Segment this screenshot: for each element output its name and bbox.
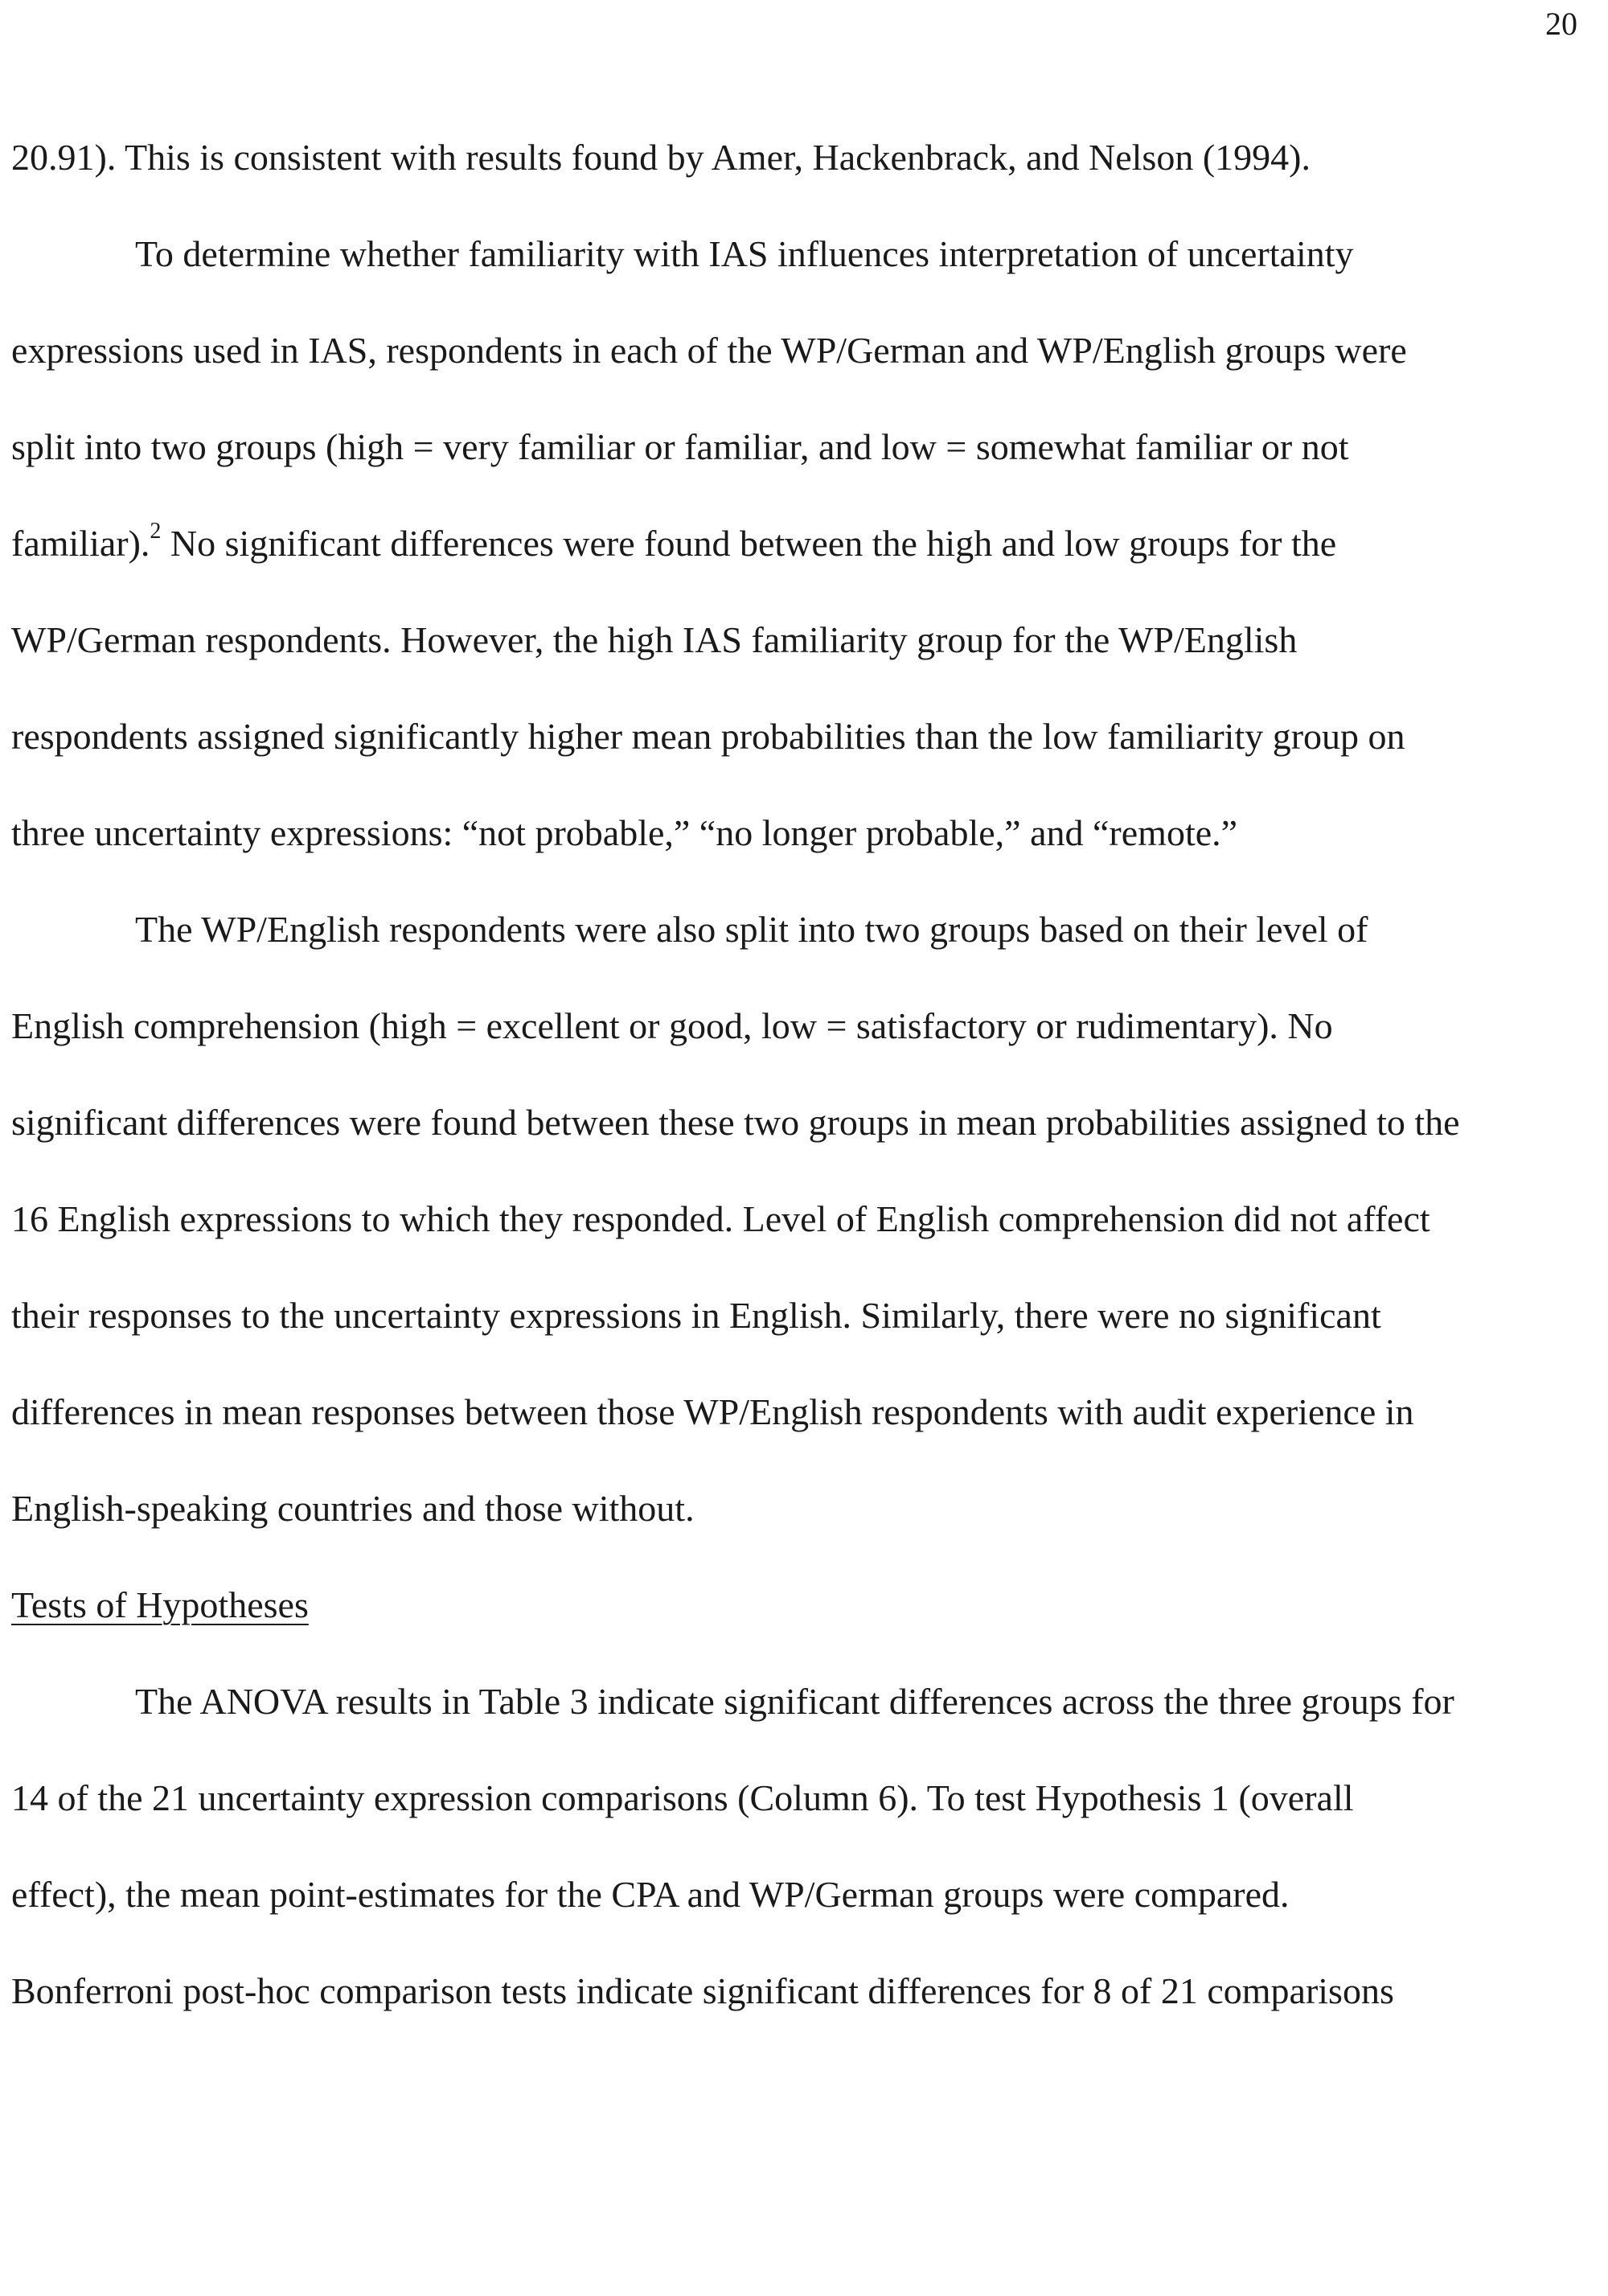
text-fragment: No significant differences were found between the high and low groups for the [161, 523, 1337, 564]
text-line: Bonferroni post-hoc comparison tests indicate significant differences for 8 of 21 comparisons [11, 1970, 1394, 2011]
text-line: split into two groups (high = very familiar or familiar, and low = somewhat familiar or not [11, 426, 1349, 467]
text-line: effect), the mean point-estimates for the CPA and WP/German groups were compared. [11, 1874, 1290, 1915]
section-heading: Tests of Hypotheses [11, 1584, 309, 1625]
text-line [11, 520, 1336, 568]
text-line: 16 English expressions to which they responded. Level of English comprehension did not affect [11, 1198, 1430, 1239]
text-fragment: familiar). [11, 523, 150, 564]
text-line: 20.91). This is consistent with results found by Amer, Hackenbrack, and Nelson (1994). [11, 137, 1311, 178]
text-line: three uncertainty expressions: “not probable,” “no longer probable,” and “remote.” [11, 812, 1238, 853]
text-line: differences in mean responses between those WP/English respondents with audit experience in [11, 1391, 1414, 1432]
text-line: expressions used in IAS, respondents in each of the WP/German and WP/English groups were [11, 330, 1407, 371]
text-line: significant differences were found between these two groups in mean probabilities assigned to the [11, 1102, 1460, 1143]
text-line: To determine whether familiarity with IAS influences interpretation of uncertainty [135, 233, 1354, 274]
text-line: English comprehension (high = excellent or good, low = satisfactory or rudimentary). No [11, 1005, 1333, 1046]
text-line: WP/German respondents. However, the high IAS familiarity group for the WP/English [11, 619, 1298, 660]
text-line: respondents assigned significantly higher mean probabilities than the low familiarity group on [11, 716, 1405, 757]
page-number: 20 [1545, 6, 1577, 42]
text-line: 14 of the 21 uncertainty expression comparisons (Column 6). To test Hypothesis 1 (overall [11, 1777, 1354, 1818]
text-line: English-speaking countries and those without. [11, 1488, 695, 1529]
text-line: their responses to the uncertainty expressions in English. Similarly, there were no significant [11, 1295, 1381, 1336]
footnote-marker: 2 [150, 518, 162, 544]
text-line: The WP/English respondents were also split into two groups based on their level of [135, 909, 1368, 950]
text-line: The ANOVA results in Table 3 indicate significant differences across the three groups for [135, 1681, 1454, 1722]
